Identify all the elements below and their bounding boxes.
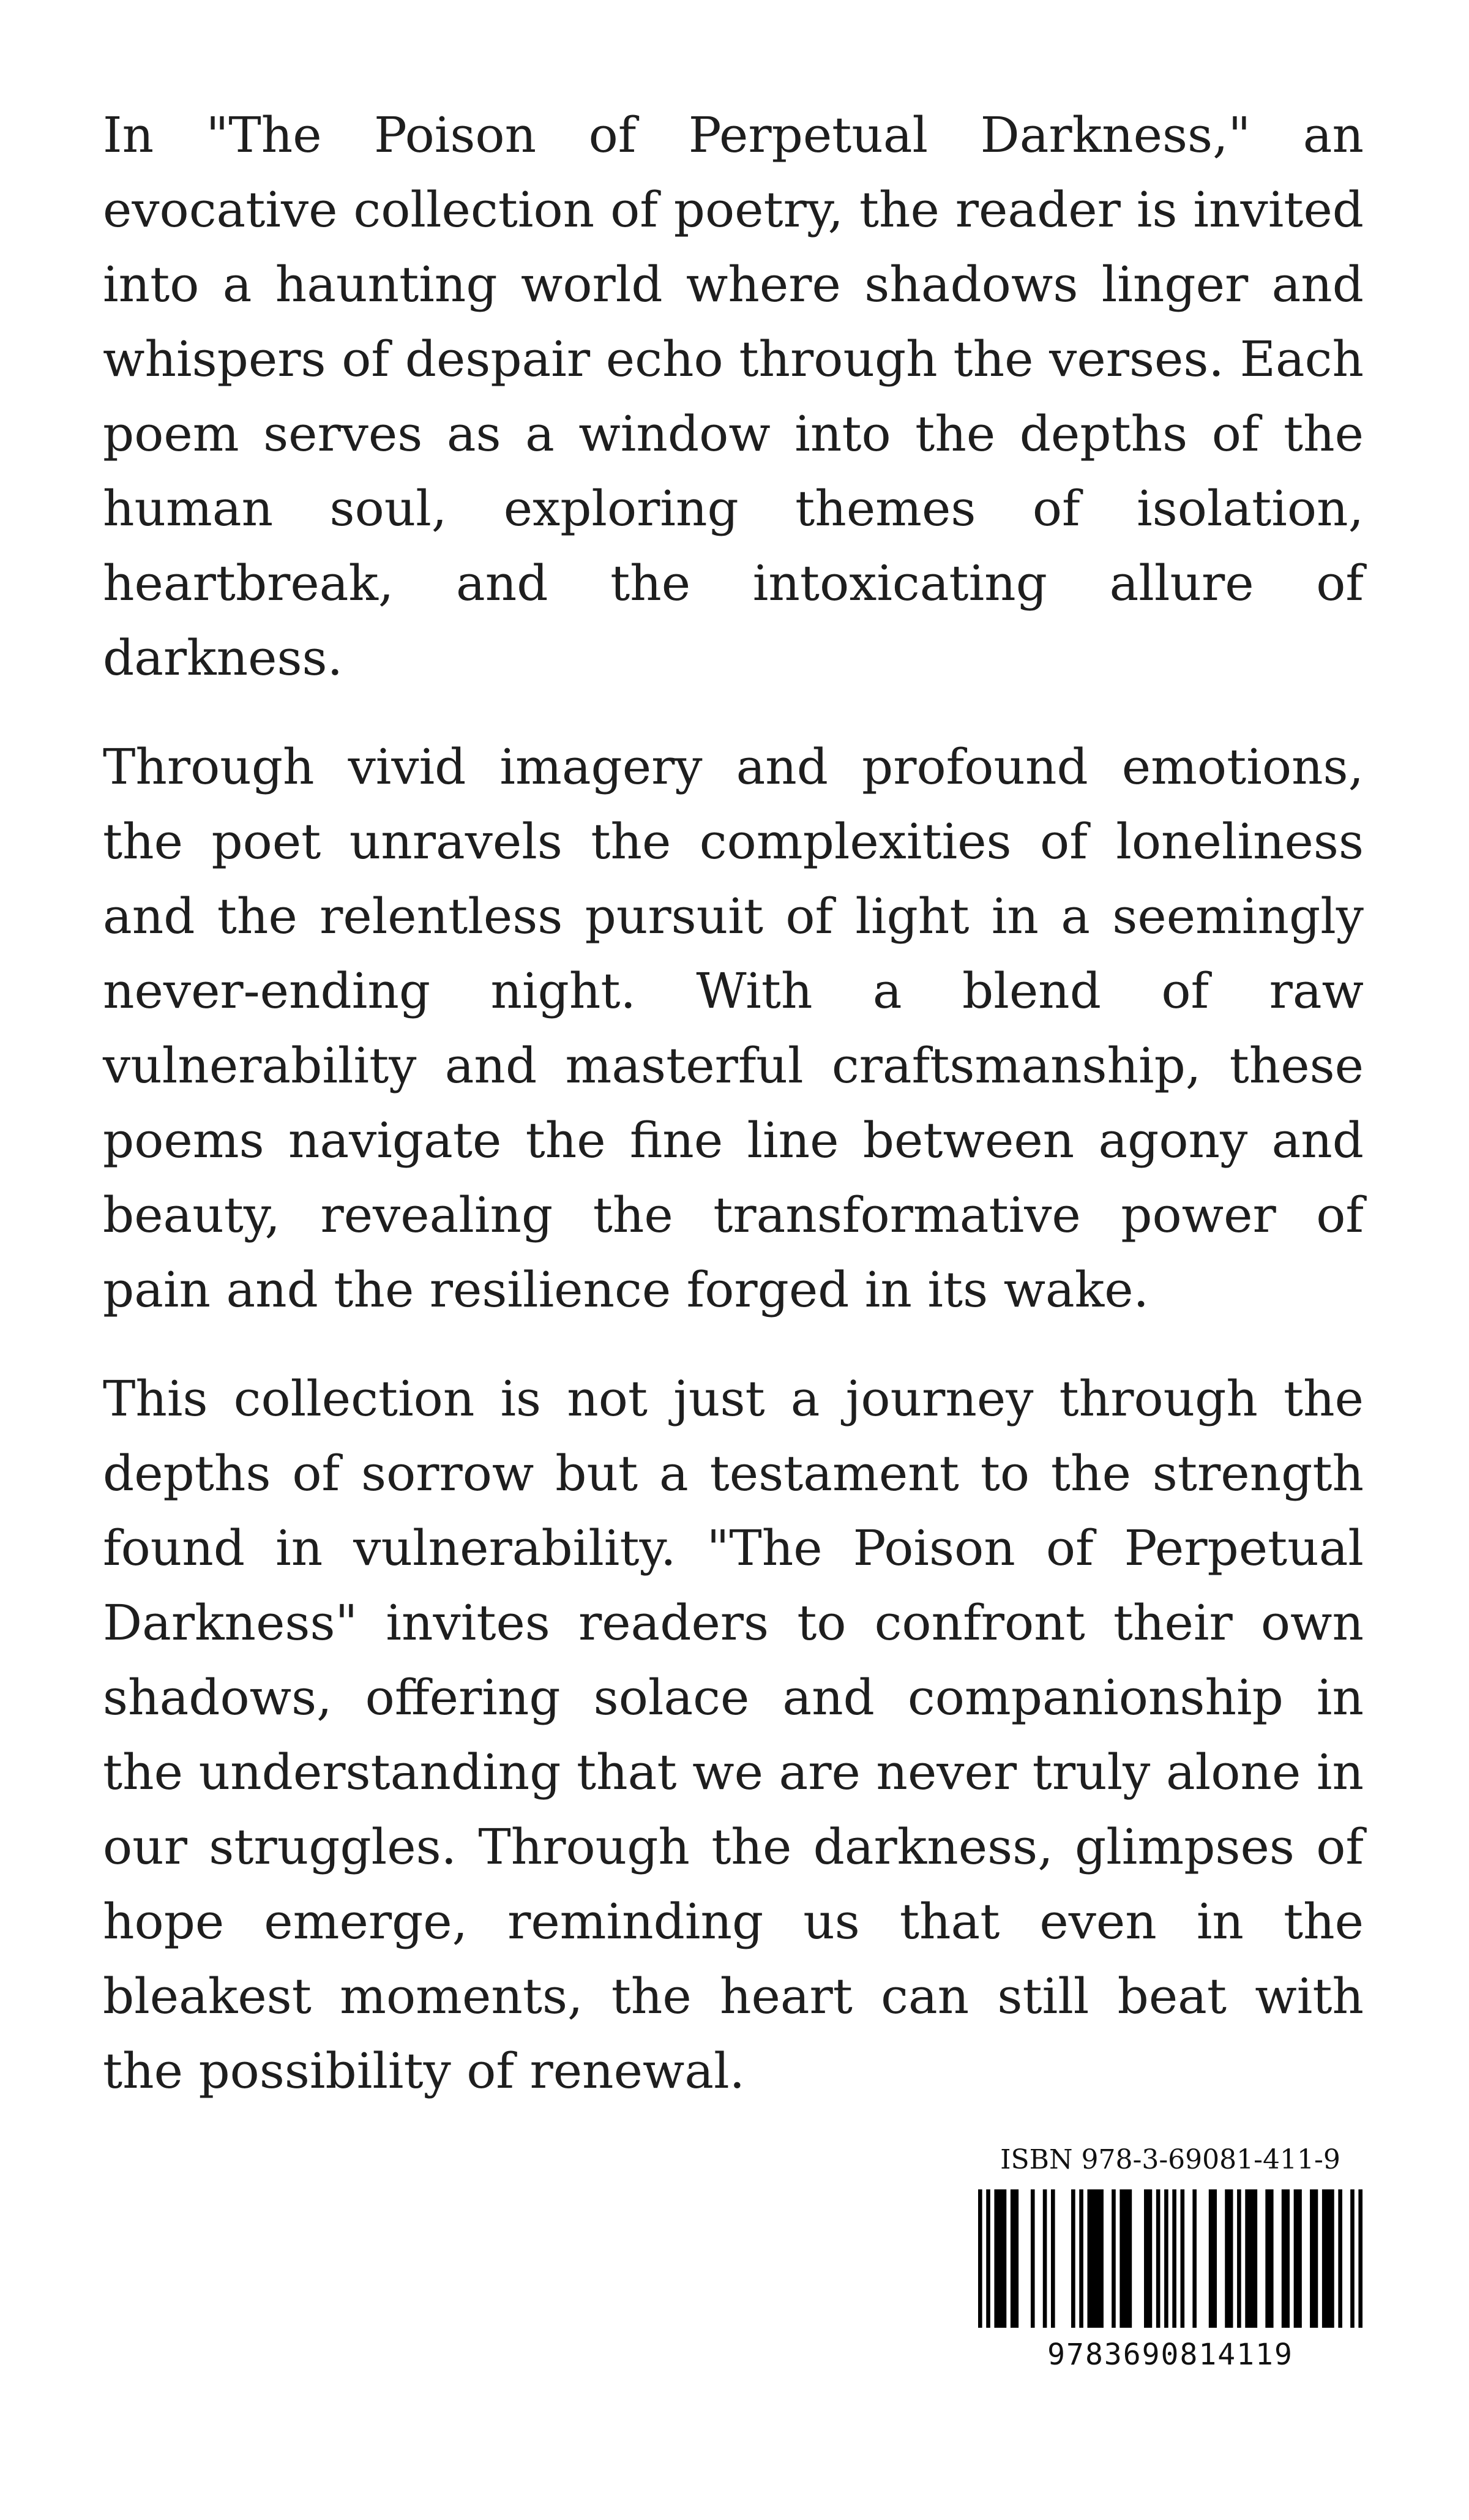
barcode-bar-15: [1164, 2189, 1168, 2328]
barcode-bar-23: [1265, 2189, 1273, 2328]
barcode-bar-27: [1322, 2189, 1334, 2328]
barcode-bar-10: [1087, 2189, 1103, 2328]
barcode-bar-25: [1294, 2189, 1302, 2328]
barcode-bar-24: [1282, 2189, 1290, 2328]
barcode-bar-5: [1031, 2189, 1035, 2328]
barcode-bar-7: [1051, 2189, 1055, 2328]
barcode-bars: [978, 2189, 1362, 2328]
barcode-bar-2: [986, 2189, 990, 2328]
barcode-bar-9: [1079, 2189, 1083, 2328]
barcode-bar-22: [1245, 2189, 1257, 2328]
barcode-bar-21: [1237, 2189, 1241, 2328]
book-blurb: [103, 98, 1364, 2109]
barcode-bar-19: [1209, 2189, 1217, 2328]
blurb-paragraph-3: This collection is not just a journey through the depths of sorrow but a testament to the strength found in vulnerability. "The Poison of Perpetual Darkness" invites readers to confront their own shadows, offering solace and companionship in the understanding that we are never truly alone in our struggles. Through the darkness, glimpses of hope emerge, reminding us that even in the bleakest moments, the heart can still beat with the possibility of renewal.: [103, 1370, 1364, 2099]
barcode-bar-6: [1043, 2189, 1047, 2328]
blurb-paragraph-2: Through vivid imagery and profound emotions, the poet unravels the complexities of loneliness and the relentless pursuit of light in a seemingly never-ending night. With a blend of raw vulnerability and masterful craftsmanship, these poems navigate the fine line between agony and beauty, revealing the transformative power of pain and the resilience forged in its wake.: [103, 738, 1364, 1318]
barcode-bar-30: [1358, 2189, 1362, 2328]
barcode-bar-11: [1112, 2189, 1116, 2328]
isbn-label: ISBN 978-3-69081-411-9: [1000, 2144, 1340, 2175]
barcode-bar-4: [1011, 2189, 1019, 2328]
barcode-bar-26: [1310, 2189, 1318, 2328]
barcode-bar-28: [1338, 2189, 1342, 2328]
barcode-bar-12: [1120, 2189, 1132, 2328]
barcode-bar-20: [1225, 2189, 1233, 2328]
barcode-bar-1: [978, 2189, 982, 2328]
barcode-bar-14: [1156, 2189, 1161, 2328]
barcode-bar-3: [994, 2189, 1006, 2328]
barcode-bar-17: [1181, 2189, 1185, 2328]
barcode-bar-13: [1144, 2189, 1152, 2328]
barcode-bar-16: [1172, 2189, 1176, 2328]
blurb-paragraph-1: In "The Poison of Perpetual Darkness," an evocative collection of poetry, the reader is invited into a haunting world where shadows linger and whispers of despair echo through the verses. Each poem serves as a window into the depths of the human soul, exploring themes of isolation, heartbreak, and the intoxicating allure of darkness.: [103, 107, 1364, 686]
barcode-bar-18: [1192, 2189, 1197, 2328]
barcode-bar-8: [1071, 2189, 1075, 2328]
barcode-bar-29: [1350, 2189, 1355, 2328]
isbn-digits: 9783690814119: [1047, 2338, 1293, 2372]
isbn-barcode: [974, 2143, 1366, 2388]
